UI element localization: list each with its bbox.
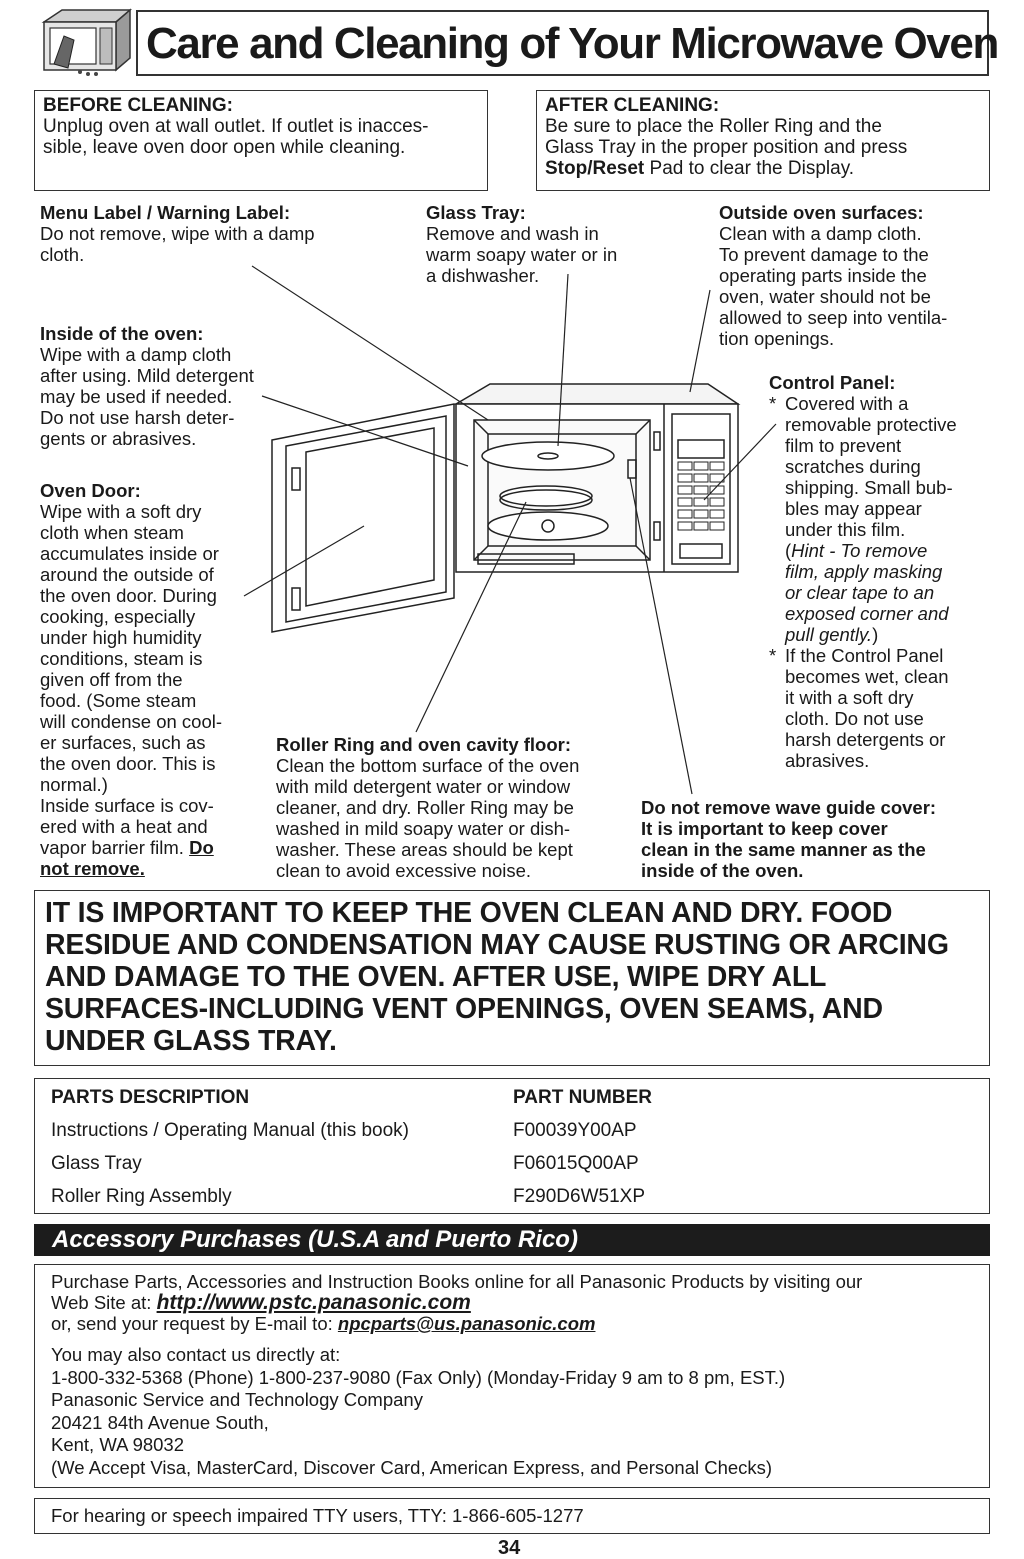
inside-oven-callout — [40, 323, 300, 449]
bullet-1-part-a: Covered with a removable protective film to prevent scratches during shipping. Small bub- bles may appear under this film. ( — [785, 393, 957, 561]
web-prefix: Web Site at: — [51, 1292, 157, 1313]
glass-tray-title: Glass Tray: — [426, 202, 526, 223]
oven-door-callout — [40, 480, 270, 879]
table-row-desc: Instructions / Operating Manual (this book) — [51, 1120, 410, 1141]
outside-surfaces-body: Clean with a damp cloth. To prevent damage to the operating parts inside the oven, water should not be allowed to seep into ventila- tion openings. — [719, 223, 948, 349]
wave-guide-body: It is important to keep cover clean in the same manner as the inside of the oven. — [641, 818, 926, 881]
control-panel-bullet-1-text — [785, 393, 957, 645]
control-panel-bullet-2-text: If the Control Panel becomes wet, clean it with a soft dry cloth. Do not use harsh detergents or abrasives. — [785, 645, 949, 771]
roller-ring-title: Roller Ring and oven cavity floor: — [276, 734, 572, 755]
accessory-banner — [34, 1224, 990, 1256]
bullet-star: * — [769, 645, 777, 666]
control-panel-title: Control Panel: — [769, 372, 896, 393]
menu-label-body: Do not remove, wipe with a damp cloth. — [40, 223, 315, 265]
before-cleaning-line-2: sible, leave oven door open while cleaning. — [43, 137, 406, 158]
purchase-info-box — [34, 1264, 990, 1488]
parts-col-num: PART NUMBER — [513, 1087, 652, 1108]
accessory-banner-text: Accessory Purchases (U.S.A and Puerto Rico) — [52, 1226, 578, 1253]
inside-oven-title: Inside of the oven: — [40, 323, 204, 344]
page-title: Care and Cleaning of Your Microwave Oven — [146, 19, 998, 68]
contact-line: Panasonic Service and Technology Company — [51, 1389, 423, 1410]
roller-ring-callout — [276, 734, 636, 881]
email-prefix: or, send your request by E-mail to: — [51, 1313, 338, 1334]
bullet-1-part-c: ) — [872, 624, 879, 645]
control-panel-bullet-2 — [769, 645, 1019, 771]
warning-text: IT IS IMPORTANT TO KEEP THE OVEN CLEAN AND DRY. FOOD RESIDUE AND CONDENSATION MAY CAUSE RUSTING OR ARCING AND DAMAGE TO THE OVEN. AFTER USE, WIPE DRY ALL SURFACES-INCLUDING VENT OPENINGS, OVEN SEAMS, AND UNDER GLASS TRAY. — [45, 897, 949, 1057]
warning-box — [34, 890, 990, 1066]
glass-tray-callout — [426, 202, 666, 286]
after-cleaning-line-2: Glass Tray in the proper position and press — [545, 137, 908, 158]
menu-label-callout — [40, 202, 370, 265]
after-cleaning-line-1: Be sure to place the Roller Ring and the — [545, 116, 882, 137]
roller-ring-shape — [500, 486, 592, 506]
before-cleaning-line-1: Unplug oven at wall outlet. If outlet is inacces- — [43, 116, 429, 137]
stop-reset-label: Stop/Reset — [545, 158, 645, 179]
outside-surfaces-title: Outside oven surfaces: — [719, 202, 924, 223]
purchase-email-line — [51, 1313, 973, 1334]
hint-text: Hint - To remove film, apply masking or clear tape to an exposed corner and pull gently. — [785, 540, 949, 645]
glass-tray-shape — [482, 442, 614, 470]
tty-text: For hearing or speech impaired TTY users, TTY: 1-866-605-1277 — [51, 1505, 584, 1526]
cavity-floor-tray — [488, 512, 608, 540]
email-link[interactable]: npcparts@us.panasonic.com — [337, 1313, 596, 1334]
website-link[interactable]: http://www.pstc.panasonic.com — [156, 1291, 471, 1314]
contact-line: 20421 84th Avenue South, — [51, 1411, 269, 1433]
inside-oven-body: Wipe with a damp cloth after using. Mild detergent may be used if needed. Do not use harsh deter- gents or abrasives. — [40, 344, 254, 449]
control-panel-bullet-1 — [769, 393, 1019, 645]
contact-line: 1-800-332-5368 (Phone) 1-800-237-9080 (Fax Only) (Monday-Friday 9 am to 8 pm, EST.) — [51, 1366, 786, 1388]
menu-label-title: Menu Label / Warning Label: — [40, 202, 291, 223]
parts-col-desc: PARTS DESCRIPTION — [51, 1087, 250, 1108]
glass-tray-body: Remove and wash in warm soapy water or in a dishwasher. — [426, 223, 618, 286]
contact-line: You may also contact us directly at: — [51, 1344, 341, 1365]
table-row-desc: Roller Ring Assembly — [51, 1186, 232, 1207]
oven-door-title: Oven Door: — [40, 480, 141, 501]
contact-line: Kent, WA 98032 — [51, 1434, 185, 1455]
table-row-num: F290D6W51XP — [513, 1186, 646, 1207]
after-cleaning-heading: AFTER CLEANING: — [545, 95, 720, 116]
control-panel-callout — [769, 372, 1019, 771]
do-not-remove-note: Do not remove. — [40, 837, 214, 879]
table-row-num: F06015Q00AP — [513, 1153, 639, 1174]
purchase-line-1: Purchase Parts, Accessories and Instruction Books online for all Panasonic Products by visiting our — [51, 1271, 863, 1292]
outside-surfaces-callout — [719, 202, 1009, 349]
roller-ring-body: Clean the bottom surface of the oven with mild detergent water or window cleaner, and dry. Roller Ring may be washed in mild soapy water or dish- washer. These areas should be kept clean to avoid excessive noise. — [276, 755, 580, 881]
oven-cabinet-top — [456, 384, 738, 404]
before-cleaning-heading: BEFORE CLEANING: — [43, 95, 233, 116]
page-number: 34 — [498, 1537, 521, 1559]
oven-door-body — [40, 501, 270, 879]
wave-guide-title: Do not remove wave guide cover: — [641, 797, 937, 818]
after-cleaning-line-3-rest: Pad to clear the Display. — [644, 158, 855, 179]
table-row-num: F00039Y00AP — [513, 1120, 637, 1141]
wave-guide-callout — [641, 797, 991, 881]
table-row-desc: Glass Tray — [51, 1153, 142, 1174]
oven-door-text: Wipe with a soft dry cloth when steam accumulates inside or around the outside of the oven door. During cooking, especially under high humidity conditions, steam is given off from the food. (Some steam will condense on cool- er surfaces, such as the oven door. This is normal.) Inside surface is cov- ered with a heat and vapor barrier film. — [40, 501, 223, 858]
parts-table — [34, 1078, 990, 1214]
tty-box — [34, 1498, 990, 1534]
bullet-star: * — [769, 393, 777, 414]
purchase-web-line — [51, 1292, 973, 1313]
contact-line: (We Accept Visa, MasterCard, Discover Card, American Express, and Personal Checks) — [51, 1456, 773, 1478]
